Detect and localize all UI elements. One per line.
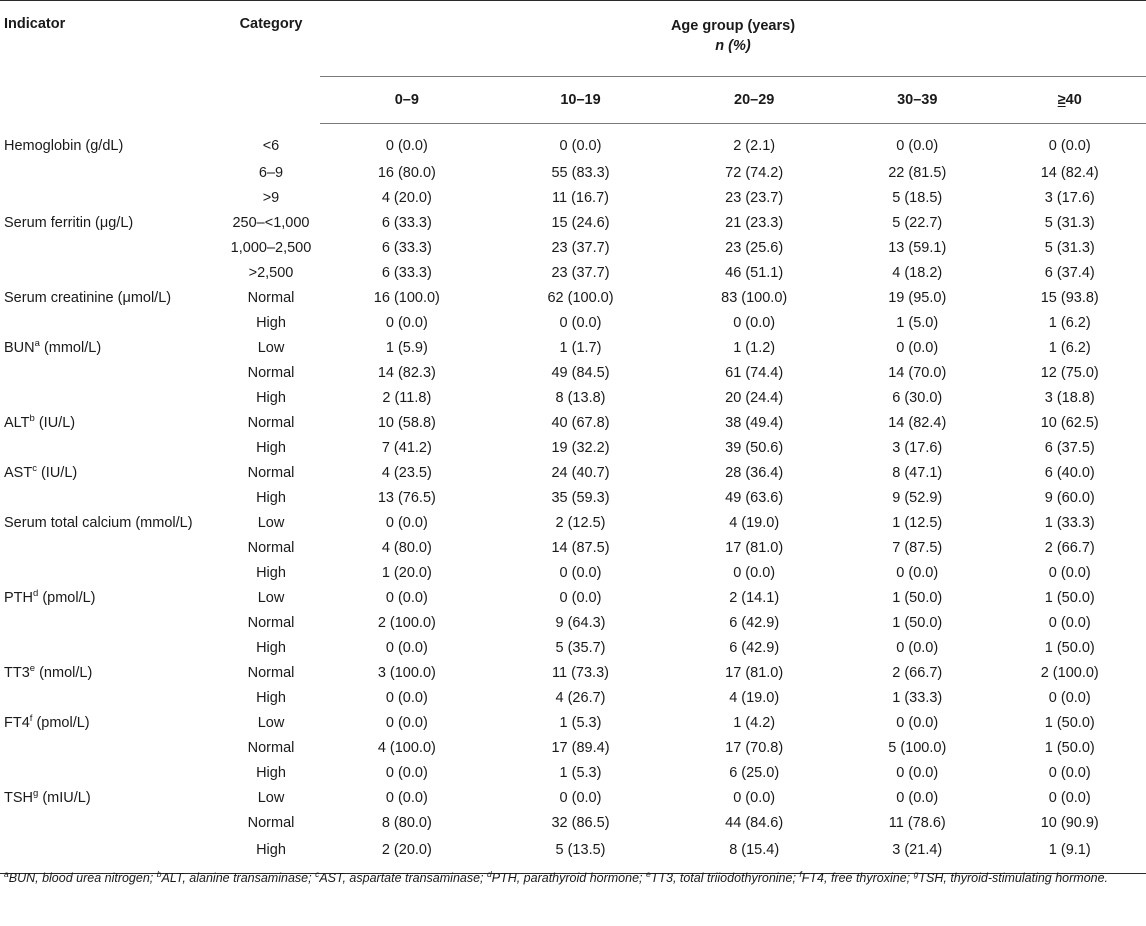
- table-row: [0, 660, 1146, 685]
- category-cell: Low: [257, 514, 285, 531]
- value-cell: 0 (0.0): [1048, 564, 1091, 581]
- value-cell: 1 (20.0): [381, 564, 432, 581]
- age-col-label: 40: [1065, 92, 1082, 108]
- table-row: [0, 635, 1146, 660]
- indicator-footnote-marker: a: [34, 337, 40, 349]
- value-cell: 0 (0.0): [385, 639, 428, 656]
- value-cell: 15 (93.8): [1040, 289, 1099, 306]
- footnote-marker: e: [645, 868, 651, 879]
- value-cell: 0 (0.0): [896, 714, 939, 731]
- value-cell: 4 (100.0): [377, 739, 436, 756]
- value-cell: 16 (100.0): [373, 289, 440, 306]
- header-category-label: Category: [239, 16, 303, 32]
- value-cell: 10 (58.8): [377, 414, 436, 431]
- value-cell: 3 (100.0): [377, 664, 436, 681]
- indicator-cell: [0, 635, 222, 660]
- indicator-name: PTH: [4, 589, 33, 606]
- indicator-cell: [0, 310, 222, 335]
- value-cell: 4 (20.0): [381, 189, 432, 206]
- indicator-cell: [0, 485, 222, 510]
- indicator-name: BUN: [4, 339, 35, 356]
- indicator-cell: [0, 235, 222, 260]
- value-cell: 2 (66.7): [1044, 539, 1095, 556]
- n-percent-label: n (%): [715, 38, 751, 54]
- value-cell: 11 (73.3): [552, 664, 609, 681]
- value-cell: 8 (13.8): [555, 389, 606, 406]
- age-col-label: 20–29: [734, 92, 775, 108]
- table-footnote: [4, 868, 1124, 888]
- value-cell: 0 (0.0): [385, 764, 428, 781]
- value-cell: 0 (0.0): [385, 689, 428, 706]
- indicator-cell: [0, 660, 222, 685]
- value-cell: 0 (0.0): [733, 314, 776, 331]
- header-indicator: [0, 1, 222, 124]
- value-cell: 0 (0.0): [385, 789, 428, 806]
- value-cell: 2 (11.8): [382, 389, 432, 406]
- table-row: [0, 710, 1146, 735]
- indicator-name: ALT: [4, 414, 30, 431]
- footnote-marker: f: [799, 868, 802, 879]
- value-cell: 13 (76.5): [377, 489, 436, 506]
- indicator-cell: [0, 535, 222, 560]
- value-cell: 8 (15.4): [667, 835, 841, 874]
- value-cell: 2 (14.1): [729, 589, 780, 606]
- value-cell: 19 (32.2): [551, 439, 610, 456]
- value-cell: 19 (95.0): [888, 289, 947, 306]
- category-cell: High: [256, 689, 286, 706]
- value-cell: 0 (0.0): [896, 789, 939, 806]
- category-cell: >9: [262, 189, 280, 206]
- category-cell: <6: [262, 137, 280, 154]
- value-cell: 3 (21.4): [841, 835, 993, 874]
- value-cell: 7 (41.2): [381, 439, 432, 456]
- value-cell: 6 (33.3): [381, 264, 432, 281]
- value-cell: 2 (66.7): [892, 664, 943, 681]
- age-col-2: [667, 77, 841, 124]
- indicator-name: AST: [4, 464, 33, 481]
- table-row: [0, 585, 1146, 610]
- footnote-text: BUN, blood urea nitrogen;: [8, 871, 157, 885]
- indicator-name: TT3: [4, 664, 30, 681]
- value-cell: 49 (63.6): [725, 489, 784, 506]
- table-row: [0, 285, 1146, 310]
- value-cell: 1 (5.9): [385, 339, 428, 356]
- indicator-cell: [0, 460, 222, 485]
- value-cell: 22 (81.5): [888, 164, 947, 181]
- value-cell: 32 (86.5): [551, 814, 610, 831]
- value-cell: 9 (64.3): [555, 614, 606, 631]
- header-category: [222, 1, 320, 124]
- value-cell: 17 (81.0): [725, 539, 784, 556]
- category-cell: Normal: [247, 464, 295, 481]
- value-cell: 6 (33.3): [381, 239, 432, 256]
- category-cell: High: [256, 764, 286, 781]
- indicator-cell: [0, 435, 222, 460]
- value-cell: 8 (80.0): [381, 814, 432, 831]
- value-cell: 5 (13.5): [494, 835, 668, 874]
- value-cell: 35 (59.3): [551, 489, 610, 506]
- category-cell: Normal: [247, 614, 295, 631]
- value-cell: 8 (47.1): [892, 464, 943, 481]
- value-cell: 28 (36.4): [725, 464, 784, 481]
- category-cell: High: [256, 489, 286, 506]
- value-cell: 1 (12.5): [892, 514, 943, 531]
- value-cell: 1 (50.0): [1044, 739, 1095, 756]
- indicator-name: Serum total calcium (mmol/L): [4, 514, 193, 531]
- table-row: [0, 485, 1146, 510]
- value-cell: 1 (50.0): [1044, 589, 1095, 606]
- value-cell: 2 (2.1): [733, 138, 776, 154]
- value-cell: 21 (23.3): [725, 214, 784, 231]
- category-cell: High: [256, 439, 286, 456]
- category-cell: High: [222, 835, 320, 874]
- value-cell: 1 (1.2): [733, 339, 776, 356]
- value-cell: 0 (0.0): [385, 589, 428, 606]
- category-cell: Low: [257, 789, 285, 806]
- footnote-text: TSH, thyroid-stimulating hormone.: [918, 871, 1109, 885]
- value-cell: 0 (0.0): [896, 564, 939, 581]
- value-cell: 6 (25.0): [729, 764, 780, 781]
- value-cell: 1 (5.3): [559, 714, 602, 731]
- table-row: [0, 410, 1146, 435]
- indicator-cell: [0, 360, 222, 385]
- value-cell: 62 (100.0): [547, 289, 614, 306]
- value-cell: 11 (16.7): [552, 189, 609, 206]
- value-cell: 6 (33.3): [381, 214, 432, 231]
- category-cell: High: [256, 639, 286, 656]
- age-col-0: [320, 77, 494, 124]
- value-cell: 15 (24.6): [551, 214, 610, 231]
- value-cell: 2 (12.5): [555, 514, 606, 531]
- table-row: [0, 160, 1146, 185]
- value-cell: 14 (82.3): [377, 364, 436, 381]
- indicator-cell: [0, 585, 222, 610]
- value-cell: 44 (84.6): [725, 814, 784, 831]
- value-cell: 1 (1.7): [559, 339, 602, 356]
- category-cell: Normal: [247, 739, 295, 756]
- table-row: [0, 785, 1146, 810]
- value-cell: 7 (87.5): [892, 539, 943, 556]
- footnote-text: PTH, parathyroid hormone;: [491, 871, 646, 885]
- value-cell: 1 (33.3): [892, 689, 943, 706]
- table-row: [0, 335, 1146, 360]
- value-cell: 0 (0.0): [1048, 764, 1091, 781]
- value-cell: 4 (18.2): [892, 264, 943, 281]
- table-row: [0, 610, 1146, 635]
- value-cell: 14 (82.4): [1040, 164, 1099, 181]
- category-cell: High: [256, 389, 286, 406]
- indicator-cell: [0, 185, 222, 210]
- indicator-footnote-marker: e: [29, 662, 36, 674]
- value-cell: 1 (6.2): [1048, 314, 1091, 331]
- indicator-unit: (nmol/L): [35, 664, 93, 681]
- table-row: [0, 560, 1146, 585]
- indicator-name: FT4: [4, 714, 30, 731]
- value-cell: 17 (70.8): [725, 739, 784, 756]
- footnote-marker: d: [487, 868, 492, 879]
- indicator-unit: (mmol/L): [39, 339, 102, 356]
- value-cell: 6 (42.9): [729, 639, 780, 656]
- indicator-cell: [0, 760, 222, 785]
- indicator-name: Serum creatinine (μmol/L): [4, 289, 172, 306]
- value-cell: 0 (0.0): [733, 564, 776, 581]
- value-cell: 23 (37.7): [551, 239, 610, 256]
- value-cell: 4 (19.0): [729, 514, 780, 531]
- value-cell: 0 (0.0): [1048, 614, 1091, 631]
- indicator-footnote-marker: d: [33, 587, 39, 599]
- indicator-cell: [0, 610, 222, 635]
- category-cell: Normal: [247, 414, 295, 431]
- value-cell: 4 (23.5): [381, 464, 432, 481]
- value-cell: 6 (30.0): [892, 389, 943, 406]
- table-row: [0, 124, 1146, 161]
- value-cell: 40 (67.8): [551, 414, 610, 431]
- value-cell: 1 (6.2): [1048, 339, 1091, 356]
- value-cell: 10 (90.9): [1040, 814, 1099, 831]
- value-cell: 0 (0.0): [385, 714, 428, 731]
- header-age-group: [320, 1, 1146, 77]
- indicator-cell: [0, 124, 222, 161]
- value-cell: 61 (74.4): [725, 364, 784, 381]
- category-cell: 250–<1,000: [232, 214, 310, 231]
- value-cell: 0 (0.0): [896, 339, 939, 356]
- indicator-name: TSH: [4, 789, 33, 806]
- value-cell: 6 (37.5): [1044, 439, 1095, 456]
- value-cell: 1 (50.0): [892, 589, 943, 606]
- value-cell: 1 (5.0): [896, 314, 939, 331]
- indicator-cell: [0, 210, 222, 235]
- category-cell: Normal: [247, 664, 295, 681]
- value-cell: 10 (62.5): [1040, 414, 1099, 431]
- indicator-footnote-marker: f: [29, 712, 33, 724]
- value-cell: 5 (18.5): [892, 189, 943, 206]
- category-cell: High: [256, 314, 286, 331]
- footnote-text: AST, aspartate transaminase;: [319, 871, 487, 885]
- value-cell: 24 (40.7): [551, 464, 610, 481]
- value-cell: 0 (0.0): [733, 789, 776, 806]
- header-indicator-label: Indicator: [4, 16, 66, 32]
- value-cell: 1 (50.0): [1044, 639, 1095, 656]
- table-body: [0, 124, 1146, 874]
- value-cell: 0 (0.0): [385, 314, 428, 331]
- age-col-label: 10–19: [560, 92, 601, 108]
- indicator-cell: [0, 785, 222, 810]
- table-row: [0, 535, 1146, 560]
- value-cell: 1 (50.0): [892, 614, 943, 631]
- indicator-cell: [0, 260, 222, 285]
- value-cell: 1 (4.2): [733, 714, 776, 731]
- table-row: [0, 260, 1146, 285]
- indicator-cell: [0, 510, 222, 535]
- value-cell: 6 (42.9): [729, 614, 780, 631]
- value-cell: 0 (0.0): [559, 314, 602, 331]
- value-cell: 0 (0.0): [1048, 789, 1091, 806]
- indicator-cell: [0, 335, 222, 360]
- value-cell: 0 (0.0): [1048, 689, 1091, 706]
- indicator-cell: [0, 285, 222, 310]
- indicator-cell: [0, 160, 222, 185]
- value-cell: 4 (19.0): [729, 689, 780, 706]
- table-row: [0, 810, 1146, 835]
- age-group-title: Age group (years): [670, 18, 796, 34]
- indicator-name: Serum ferritin (μg/L): [4, 214, 134, 231]
- value-cell: 46 (51.1): [725, 264, 784, 281]
- value-cell: 0 (0.0): [559, 589, 602, 606]
- value-cell: 20 (24.4): [725, 389, 784, 406]
- indicator-unit: (pmol/L): [32, 714, 90, 731]
- value-cell: 83 (100.0): [721, 289, 788, 306]
- value-cell: 2 (20.0): [320, 835, 494, 874]
- indicator-cell: [0, 810, 222, 835]
- table-row: [0, 735, 1146, 760]
- category-cell: Normal: [247, 289, 295, 306]
- table-row: [0, 460, 1146, 485]
- table-row: [0, 435, 1146, 460]
- footnote-marker: c: [315, 868, 320, 879]
- value-cell: 14 (82.4): [888, 414, 947, 431]
- ge-symbol: ≥: [1057, 92, 1066, 108]
- value-cell: 14 (87.5): [551, 539, 610, 556]
- indicator-cell: [0, 710, 222, 735]
- value-cell: 0 (0.0): [385, 514, 428, 531]
- value-cell: 2 (100.0): [1040, 664, 1099, 681]
- value-cell: 23 (37.7): [551, 264, 610, 281]
- category-cell: 1,000–2,500: [230, 239, 312, 256]
- table-row: [0, 385, 1146, 410]
- value-cell: 17 (89.4): [551, 739, 610, 756]
- table-row: [0, 235, 1146, 260]
- age-col-1: [494, 77, 668, 124]
- value-cell: 5 (31.3): [1044, 214, 1095, 231]
- value-cell: 0 (0.0): [559, 564, 602, 581]
- value-cell: 17 (81.0): [725, 664, 784, 681]
- table-row: [0, 510, 1146, 535]
- value-cell: 12 (75.0): [1040, 364, 1099, 381]
- value-cell: 1 (50.0): [1044, 714, 1095, 731]
- value-cell: 3 (17.6): [1044, 189, 1095, 206]
- category-cell: High: [256, 564, 286, 581]
- indicator-footnote-marker: g: [33, 787, 39, 799]
- value-cell: 2 (100.0): [377, 614, 436, 631]
- value-cell: 5 (22.7): [892, 214, 943, 231]
- value-cell: 9 (60.0): [1044, 489, 1095, 506]
- category-cell: Low: [257, 339, 285, 356]
- value-cell: 5 (100.0): [888, 739, 947, 756]
- indicator-cell: [0, 735, 222, 760]
- indicator-name: Hemoglobin (g/dL): [4, 137, 124, 154]
- value-cell: 39 (50.6): [725, 439, 784, 456]
- category-cell: >2,500: [248, 264, 294, 281]
- category-cell: Normal: [247, 364, 295, 381]
- value-cell: 16 (80.0): [377, 164, 436, 181]
- age-col-label: 0–9: [394, 92, 419, 108]
- category-cell: Low: [257, 589, 285, 606]
- indicator-unit: (pmol/L): [38, 589, 96, 606]
- value-cell: 0 (0.0): [896, 639, 939, 656]
- age-col-label: 30–39: [897, 92, 938, 108]
- age-col-4: [994, 77, 1146, 124]
- value-cell: 3 (17.6): [892, 439, 943, 456]
- indicator-footnote-marker: c: [32, 462, 37, 474]
- indicator-unit: (IU/L): [34, 414, 76, 431]
- value-cell: 5 (31.3): [1044, 239, 1095, 256]
- category-cell: Low: [257, 714, 285, 731]
- value-cell: 49 (84.5): [551, 364, 610, 381]
- value-cell: 9 (52.9): [892, 489, 943, 506]
- value-cell: 14 (70.0): [888, 364, 947, 381]
- footnote-text: FT4, free thyroxine;: [801, 871, 914, 885]
- footnote-text: ALT, alanine transaminase;: [161, 871, 316, 885]
- value-cell: 0 (0.0): [559, 138, 602, 154]
- footnote-text: TT3, total triiodothyronine;: [650, 871, 800, 885]
- indicator-cell: [0, 385, 222, 410]
- value-cell: 23 (23.7): [725, 189, 784, 206]
- indicator-cell: [0, 560, 222, 585]
- age-col-3: [841, 77, 993, 124]
- value-cell: 6 (37.4): [1044, 264, 1095, 281]
- category-cell: 6–9: [258, 164, 284, 181]
- indicator-unit: (mIU/L): [38, 789, 91, 806]
- footnote-marker: a: [4, 868, 9, 879]
- indicator-cell: [0, 685, 222, 710]
- value-cell: 1 (33.3): [1044, 514, 1095, 531]
- indicator-cell: [0, 410, 222, 435]
- value-cell: 55 (83.3): [551, 164, 610, 181]
- value-cell: 4 (26.7): [555, 689, 606, 706]
- value-cell: 0 (0.0): [896, 138, 939, 154]
- footnote-marker: g: [913, 868, 919, 879]
- category-cell: Normal: [247, 539, 295, 556]
- value-cell: 0 (0.0): [1048, 138, 1091, 154]
- value-cell: 3 (18.8): [1044, 389, 1095, 406]
- value-cell: 1 (9.1): [994, 835, 1146, 874]
- indicator-unit: (IU/L): [36, 464, 78, 481]
- footnote-marker: b: [156, 868, 162, 879]
- value-cell: 72 (74.2): [725, 164, 784, 181]
- table-row: [0, 360, 1146, 385]
- value-cell: 1 (5.3): [559, 764, 602, 781]
- value-cell: 6 (40.0): [1044, 464, 1095, 481]
- table-row: [0, 685, 1146, 710]
- table-row: [0, 760, 1146, 785]
- value-cell: 38 (49.4): [725, 414, 784, 431]
- value-cell: 0 (0.0): [559, 789, 602, 806]
- table-row: [0, 185, 1146, 210]
- table-row: [0, 210, 1146, 235]
- indicator-footnote-marker: b: [29, 412, 35, 424]
- value-cell: 4 (80.0): [381, 539, 432, 556]
- category-cell: Normal: [247, 814, 295, 831]
- table-row: [0, 310, 1146, 335]
- value-cell: 11 (78.6): [888, 814, 946, 831]
- value-cell: 5 (35.7): [555, 639, 606, 656]
- value-cell: 0 (0.0): [385, 138, 428, 154]
- value-cell: 23 (25.6): [725, 239, 784, 256]
- value-cell: 0 (0.0): [896, 764, 939, 781]
- value-cell: 13 (59.1): [888, 239, 947, 256]
